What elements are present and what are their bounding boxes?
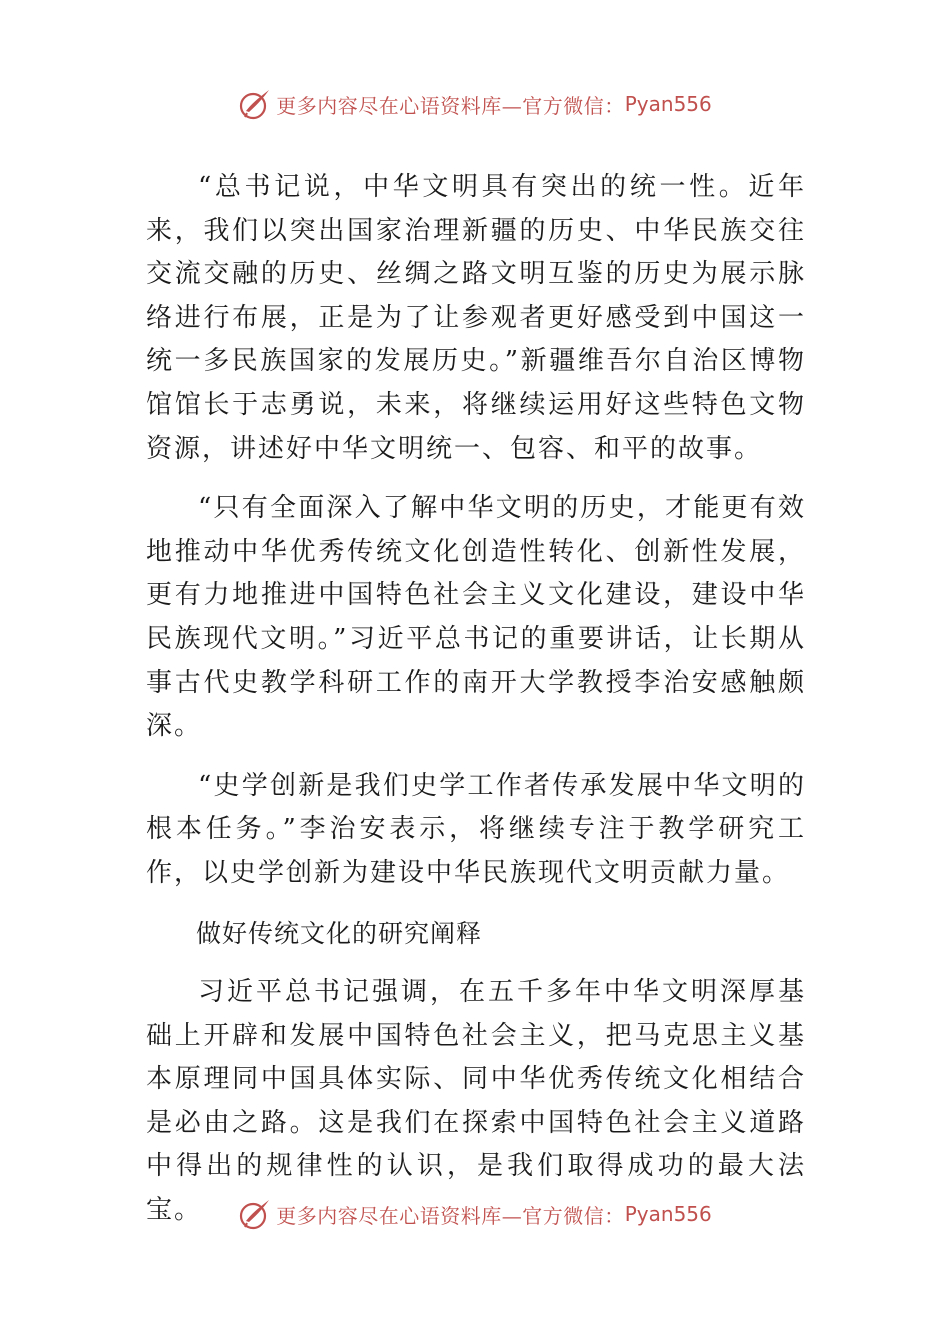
wechat-id: Pyan556 [624,1202,712,1226]
paragraph: “只有全面深入了解中华文明的历史，才能更有效地推动中华优秀传统文化创造性转化、创新性发展，更有力地推进中国特色社会主义文化建设，建设中华民族现代文明。”习近平总书记的重要讲话，让长期从事古代史教学科研工作的南开大学教授李治安感触颇深。 [146,493,806,742]
quill-logo-icon [238,1197,272,1231]
paragraph: “总书记说，中华文明具有突出的统一性。近年来，我们以突出国家治理新疆的历史、中华民族交往交流交融的历史、丝绸之路文明互鉴的历史为展示脉络进行布展，正是为了让参观者更好感受到中国这一统一多民族国家的发展历史。”新疆维吾尔自治区博物馆馆长于志勇说，未来，将继续运用好这些特色文物资源，讲述好中华文明统一、包容、和平的故事。 [146,172,806,464]
quill-logo-icon [238,87,272,121]
paragraph: 习近平总书记强调，在五千多年中华文明深厚基础上开辟和发展中国特色社会主义，把马克思主义基本原理同中国具体实际、同中华优秀传统文化相结合是必由之路。这是我们在探索中国特色社会主义道路中得出的规律性的认识，是我们取得成功的最大法宝。 [146,977,806,1226]
banner-text: 更多内容尽在心语资料库—官方微信： [276,93,625,118]
header-banner [0,84,950,124]
section-heading: 做好传统文化的研究阐释 [196,918,483,948]
banner-text: 更多内容尽在心语资料库—官方微信： [276,1203,625,1228]
wechat-id: Pyan556 [624,92,712,116]
document-body [146,166,806,1249]
footer-banner [0,1194,950,1234]
paragraph: “史学创新是我们史学工作者传承发展中华文明的根本任务。”李治安表示，将继续专注于教学研究工作，以史学创新为建设中华民族现代文明贡献力量。 [146,770,806,888]
